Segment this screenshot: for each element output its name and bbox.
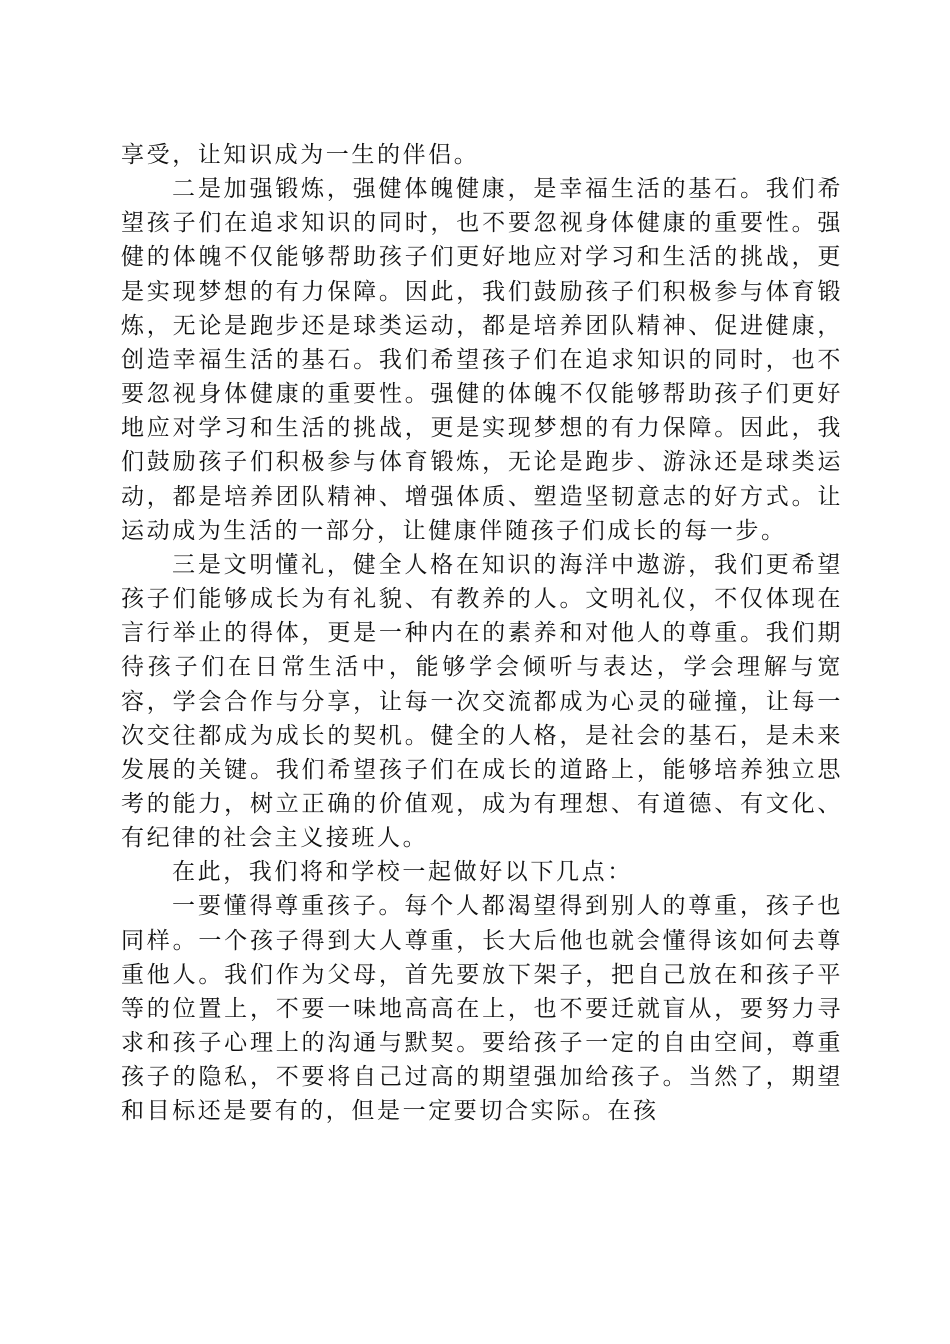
paragraph-intro-points: 在此，我们将和学校一起做好以下几点： bbox=[172, 859, 633, 886]
body-text bbox=[121, 138, 843, 1129]
paragraph-etiquette: 三是文明懂礼，健全人格在知识的海洋中遨游，我们更希望孩子们能够成长为有礼貌、有教养的人。文明礼仪，不仅体现在言行举止的得体，更是一种内在的素养和对他人的尊重。我们期待孩子们在日常生活中，能够学会倾听与表达，学会理解与宽容，学会合作与分享，让每一次交流都成为心灵的碰撞，让每一次交往都成为成长的契机。健全的人格，是社会的基石，是未来发展的关键。我们希望孩子们在成长的道路上，能够培养独立思考的能力，树立正确的价值观，成为有理想、有道德、有文化、有纪律的社会主义接班人。 bbox=[121, 551, 843, 852]
paragraph-respect: 一要懂得尊重孩子。每个人都渴望得到别人的尊重，孩子也同样。一个孩子得到大人尊重，长大后他也就会懂得该如何去尊重他人。我们作为父母，首先要放下架子，把自己放在和孩子平等的位置上，不要一味地高高在上，也不要迁就盲从，要努力寻求和孩子心理上的沟通与默契。要给孩子一定的自由空间，尊重孩子的隐私，不要将自己过高的期望强加给孩子。当然了，期望和目标还是要有的，但是一定要切合实际。在孩 bbox=[121, 893, 843, 1125]
paragraph-exercise: 二是加强锻炼，强健体魄健康，是幸福生活的基石。我们希望孩子们在追求知识的同时，也不要忽视身体健康的重要性。强健的体魄不仅能够帮助孩子们更好地应对学习和生活的挑战，更是实现梦想的有力保障。因此，我们鼓励孩子们积极参与体育锻炼，无论是跑步还是球类运动，都是培养团队精神、促进健康，创造幸福生活的基石。我们希望孩子们在追求知识的同时，也不要忽视身体健康的重要性。强健的体魄不仅能够帮助孩子们更好地应对学习和生活的挑战，更是实现梦想的有力保障。因此，我们鼓励孩子们积极参与体育锻炼，无论是跑步、游泳还是球类运动，都是培养团队精神、增强体质、塑造坚韧意志的好方式。让运动成为生活的一部分，让健康伴随孩子们成长的每一步。 bbox=[121, 176, 843, 544]
paragraph-continued: 享受，让知识成为一生的伴侣。 bbox=[121, 142, 480, 168]
